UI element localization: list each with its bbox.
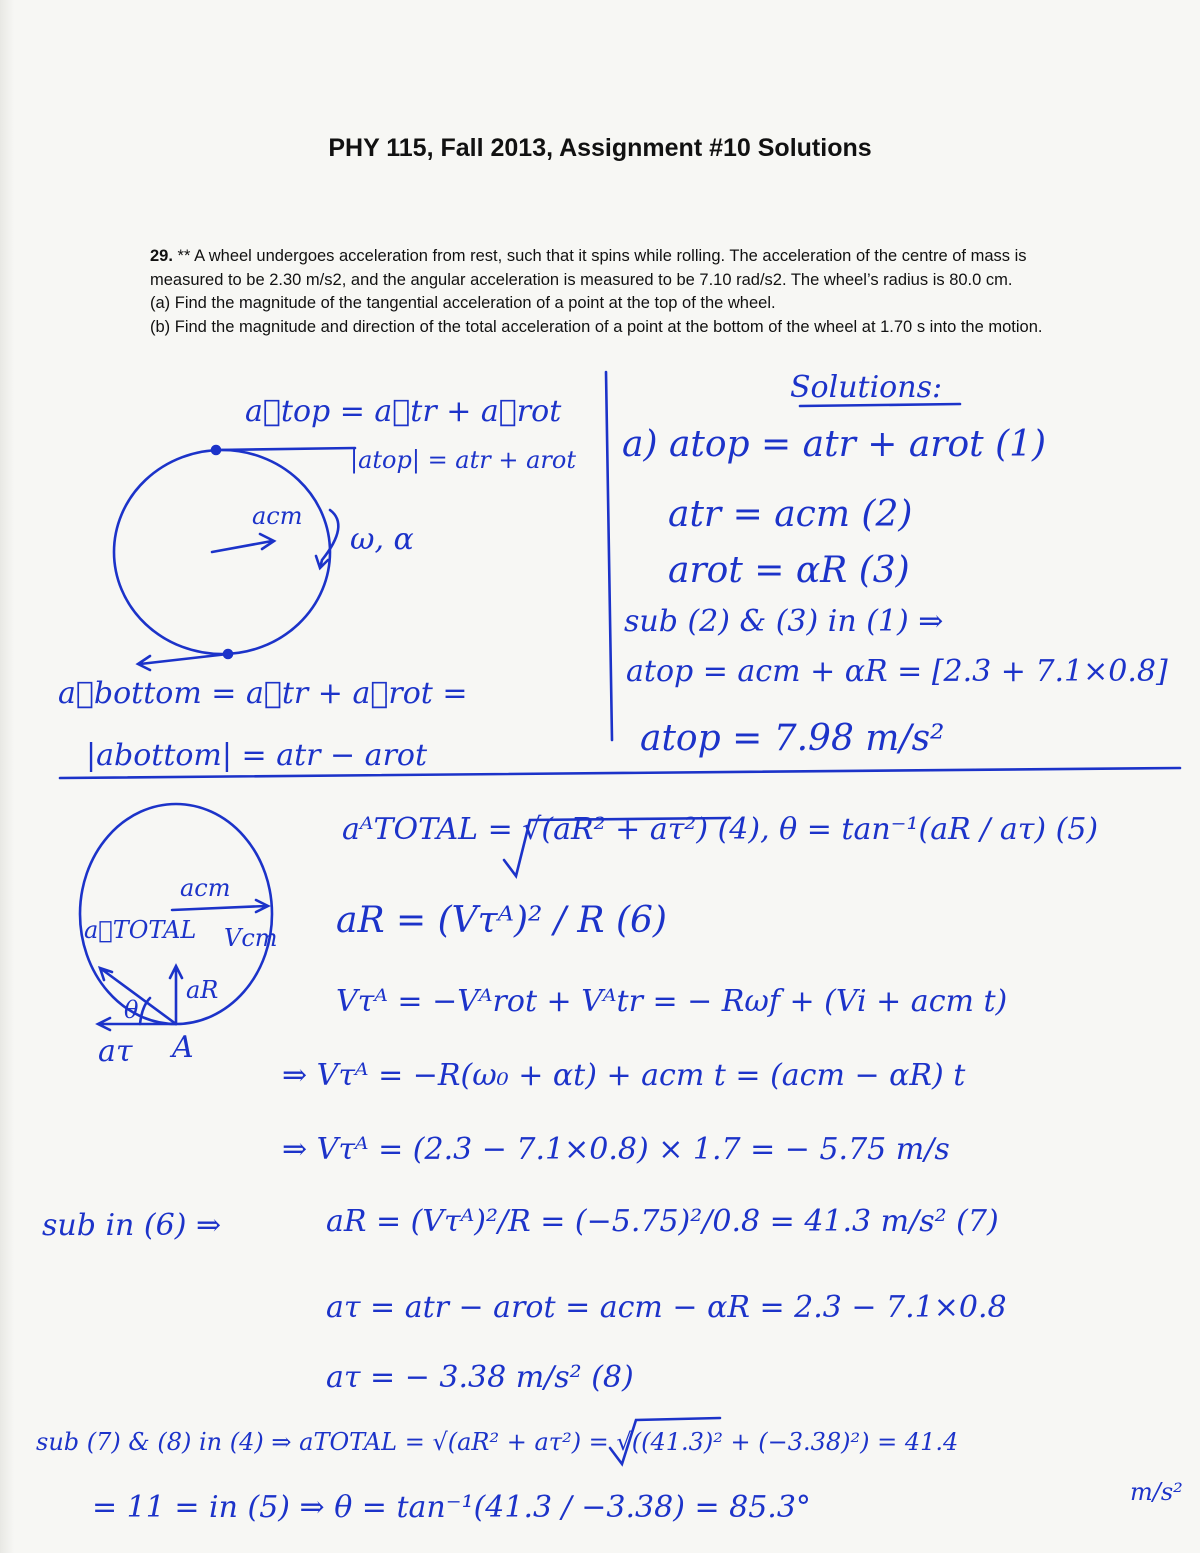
eq-vt-value: ⇒ Vτᴬ = (2.3 − 7.1×0.8) × 1.7 = − 5.75 m/s xyxy=(282,1132,950,1167)
solution-line-3: arot = αR (3) xyxy=(668,550,910,591)
solution-line-4: sub (2) & (3) in (1) ⇒ xyxy=(624,604,944,639)
solution-line-5: atop = acm + αR = [2.3 + 7.1×0.8] xyxy=(626,654,1168,689)
acm-arrow xyxy=(212,534,274,552)
diagram-mag-top-eq: |atop| = atr + arot xyxy=(350,446,576,474)
diagram-omega-alpha-label: ω, α xyxy=(350,522,414,557)
eq-vt-components: Vτᴬ = −Vᴬrot + Vᴬtr = − Rωf + (Vi + acm t) xyxy=(336,984,1008,1019)
eq-total-value: sub (7) & (8) in (4) ⇒ aTOTAL = √(aR² + aτ²) = √((41.3)² + (−3.38)²) = 41.4 xyxy=(36,1428,959,1456)
problem-part-b: (b) Find the magnitude and direction of the total acceleration of a point at the bottom of the wheel at 1.70 s into the motion. xyxy=(150,317,1043,336)
eq-theta-value: = 11 = in (5) ⇒ θ = tan⁻¹(41.3 / −3.38) = 85.3° xyxy=(92,1490,811,1525)
diagram2-point-a-label: A xyxy=(172,1030,194,1065)
diagram2-atotal-label: a⃗TOTAL xyxy=(84,916,197,944)
diagram2-theta-label: θ xyxy=(124,996,139,1024)
bottom-tangent-arrow xyxy=(138,654,228,670)
top-tangent-arrow xyxy=(216,448,355,450)
solution-line-2: atr = acm (2) xyxy=(668,494,913,535)
diagram-acm-label: acm xyxy=(252,502,303,530)
problem-text: A wheel undergoes acceleration from rest, such that it spins while rolling. The acceleration of the centre of mass is measured to be 2.30 m/s2, and the angular acceleration is measured to be 7.10 rad/s2. The wheel’s radius is 80.0 cm. xyxy=(150,247,1027,289)
problem-number: 29. xyxy=(150,247,173,265)
vertical-divider xyxy=(606,372,612,740)
diagram-vec-top-eq: a⃗top = a⃗tr + a⃗rot xyxy=(245,394,562,429)
page-title: PHY 115, Fall 2013, Assignment #10 Solutions xyxy=(328,134,872,162)
diagram2-ar-label: aR xyxy=(186,976,219,1004)
sub-in-6-label: sub in (6) ⇒ xyxy=(42,1208,222,1243)
diagram2-acm-label: acm xyxy=(180,874,231,902)
problem-part-a: (a) Find the magnitude of the tangential acceleration of a point at the top of the wheel. xyxy=(150,294,776,312)
solution-line-6: atop = 7.98 m/s² xyxy=(640,718,945,759)
bottom-mag-eq: |abottom| = atr − arot xyxy=(86,738,428,773)
solutions-heading: Solutions: xyxy=(790,370,943,405)
eq-at-expression: aτ = atr − arot = acm − αR = 2.3 − 7.1×0.8 xyxy=(326,1290,1007,1325)
omega-arrow xyxy=(316,510,338,568)
diagram2-at-label: aτ xyxy=(98,1034,133,1069)
eq-ar-definition: aR = (Vτᴬ)² / R (6) xyxy=(336,900,667,941)
eq-vt-derivation: ⇒ Vτᴬ = −R(ω₀ + αt) + acm t = (acm − αR) t xyxy=(282,1058,966,1093)
ar-arrow xyxy=(170,966,182,1024)
problem-stars: ** xyxy=(177,247,191,265)
diagram2-vcm-label: Vcm xyxy=(224,924,278,952)
solution-line-1: a) atop = atr + arot (1) xyxy=(622,424,1047,465)
bottom-vec-eq: a⃗bottom = a⃗tr + a⃗rot = xyxy=(58,676,468,711)
eq-at-value: aτ = − 3.38 m/s² (8) xyxy=(326,1360,634,1395)
eq-total-and-theta: aᴬTOTAL = √(aR² + aτ²) (4), θ = tan⁻¹(aR / aτ) (5) xyxy=(342,812,1099,847)
eq-total-unit: m/s² xyxy=(1130,1478,1183,1506)
wheel-circle xyxy=(114,450,330,654)
eq-ar-value: aR = (Vτᴬ)²/R = (−5.75)²/0.8 = 41.3 m/s² (7) xyxy=(326,1204,999,1239)
